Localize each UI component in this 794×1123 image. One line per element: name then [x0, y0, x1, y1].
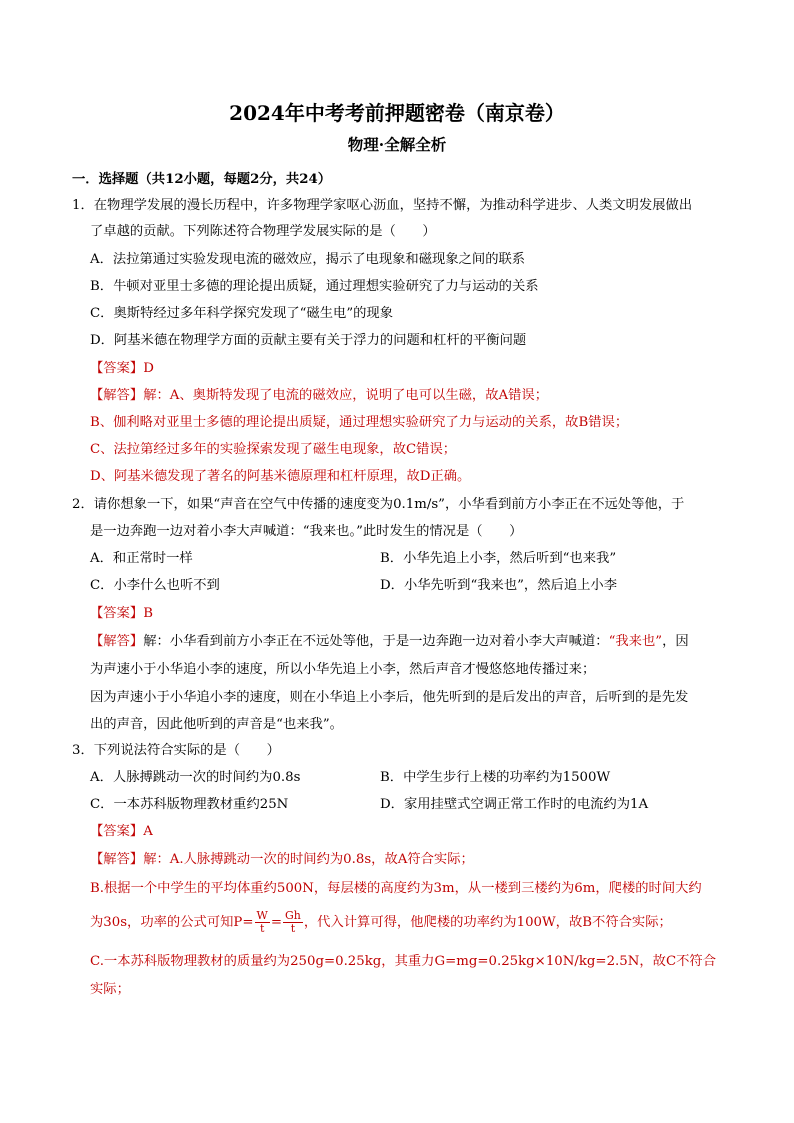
q2-option-d: D．小华先听到“我来也”，然后追上小李 [380, 578, 618, 593]
fraction-numerator: Gh [284, 909, 301, 922]
answer-value: B [143, 606, 153, 621]
fraction-gh-over-t [283, 910, 303, 935]
q3-analysis-line-1 [90, 850, 474, 870]
q3-option-b: B．中学生步行上楼的功率约为1500W [380, 770, 611, 785]
formula-lead-text: 为30s，功率的公式可知P= [90, 915, 254, 930]
q3-option-c: C．一本苏科版物理教材重约25N [90, 797, 289, 812]
q1-analysis-line-1 [90, 386, 548, 406]
analysis-text: 解：A.人脉搏跳动一次的时间约为0.8s，故A符合实际； [143, 852, 474, 867]
q3-analysis-line-4: C.一本苏科版物理教材的质量约为250g=0.25kg，其重力G=mg=0.25kg×10N/kg=2.5N，故C不符合 [90, 954, 717, 969]
q1-analysis-line-2: B、伽利略对亚里士多德的理论提出质疑，通过理想实验研究了力与运动的关系，故B错误； [90, 415, 629, 430]
analysis-tag: 【解答】 [90, 634, 144, 649]
q2-option-a: A．和正常时一样 [90, 551, 193, 566]
q3-stem: 3．下列说法符合实际的是（ ） [72, 743, 280, 758]
formula-tail-text: ，代入计算可得，他爬楼的功率约为100W，故B不符合实际； [303, 915, 672, 930]
analysis-quote: “我来也” [608, 634, 663, 649]
answer-tag: 【答案】 [90, 824, 144, 839]
q2-stem-line-1: 2．请你想象一下，如果“声音在空气中传播的速度变为0.1m/s”，小华看到前方小李正在不远处等他，于 [72, 497, 685, 512]
fraction-w-over-t [255, 910, 270, 935]
q3-analysis-line-3 [90, 908, 672, 938]
analysis-text-tail: ，因 [662, 634, 689, 649]
page-title: 2024年中考考前押题密卷（南京卷） [229, 101, 565, 125]
q3-analysis-line-5: 实际； [90, 982, 130, 997]
section-header: 一．选择题（共12小题，每题2分，共24） [72, 172, 332, 187]
q3-option-d: D．家用挂壁式空调正常工作时的电流约为1A [380, 797, 649, 812]
fraction-denominator: t [259, 922, 265, 935]
q2-analysis-line-1 [90, 632, 689, 652]
q1-analysis-line-4: D、阿基米德发现了著名的阿基米德原理和杠杆原理，故D正确。 [90, 469, 471, 484]
q2-analysis-line-3: 因为声速小于小华追小李的速度，则在小华追上小李后，他先听到的是后发出的声音，后听到的是先发 [90, 690, 689, 705]
q2-answer [90, 604, 153, 624]
fraction-numerator: W [256, 909, 268, 922]
q1-stem-line-1: 1．在物理学发展的漫长历程中，许多物理学家呕心沥血，坚持不懈，为推动科学进步、人类文明发展做出 [72, 198, 693, 213]
answer-tag: 【答案】 [90, 606, 144, 621]
q2-analysis-line-4: 出的声音，因此他听到的声音是“也来我”。 [90, 717, 343, 732]
q3-option-a: A．人脉搏跳动一次的时间约为0.8s [90, 770, 301, 785]
fraction-denominator: t [290, 922, 296, 935]
q1-option-a: A．法拉第通过实验发现电流的磁效应，揭示了电现象和磁现象之间的联系 [90, 252, 526, 267]
q1-stem-line-2: 了卓越的贡献。下列陈述符合物理学发展实际的是（ ） [90, 224, 436, 239]
q2-analysis-line-2: 为声速小于小华追小李的速度，所以小华先追上小李，然后声音才慢悠悠地传播过来； [90, 662, 596, 677]
q1-option-d: D．阿基米德在物理学方面的贡献主要有关于浮力的问题和杠杆的平衡问题 [90, 333, 527, 348]
answer-tag: 【答案】 [90, 361, 144, 376]
analysis-text: 解：小华看到前方小李正在不远处等他，于是一边奔跑一边对着小李大声喊道： [143, 634, 609, 649]
q1-analysis-line-3: C、法拉第经过多年的实验探索发现了磁生电现象，故C错误； [90, 442, 457, 457]
q2-stem-line-2: 是一边奔跑一边对着小李大声喊道：“我来也。”此时发生的情况是（ ） [90, 524, 523, 539]
analysis-tag: 【解答】 [90, 388, 144, 403]
q1-option-b: B．牛顿对亚里士多德的理论提出质疑，通过理想实验研究了力与运动的关系 [90, 279, 539, 294]
q2-option-b: B．小华先追上小李，然后听到“也来我” [380, 551, 617, 566]
page-subtitle: 物理·全解全析 [347, 135, 447, 154]
q1-answer [90, 359, 154, 379]
q1-option-c: C．奥斯特经过多年科学探究发现了“磁生电”的现象 [90, 306, 394, 321]
answer-value: A [143, 824, 153, 839]
answer-value: D [143, 361, 154, 376]
analysis-tag: 【解答】 [90, 852, 144, 867]
formula-equals: = [270, 915, 282, 930]
q3-analysis-line-2: B.根据一个中学生的平均体重约500N，每层楼的高度约为3m，从一楼到三楼约为6m，爬楼的时间大约 [90, 881, 702, 896]
q3-answer [90, 822, 153, 842]
analysis-text: 解：A、奥斯特发现了电流的磁效应，说明了电可以生磁，故A错误； [143, 388, 549, 403]
q2-option-c: C．小李什么也听不到 [90, 578, 220, 593]
